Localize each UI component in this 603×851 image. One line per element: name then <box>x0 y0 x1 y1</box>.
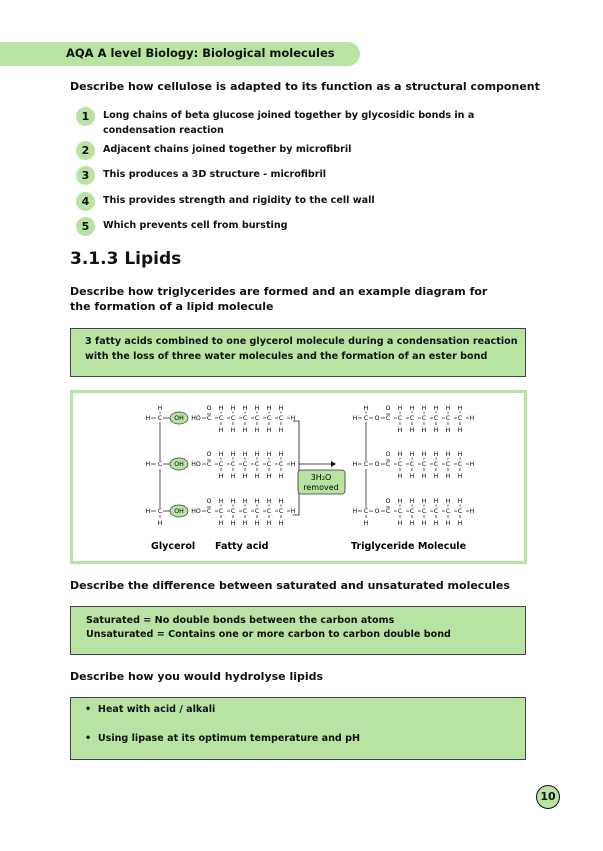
atom-symbol: C <box>397 508 403 515</box>
hydroxyl-label: HO <box>191 415 201 422</box>
atom-symbol: C <box>266 461 272 468</box>
hydroxyl-label: OH <box>174 461 184 468</box>
atom-symbol: H <box>278 427 284 434</box>
atom-symbol: O <box>374 508 380 515</box>
label-glycerol: Glycerol <box>151 541 196 552</box>
atom-symbol: H <box>433 473 439 480</box>
atom-symbol: C <box>397 415 403 422</box>
atom-symbol: H <box>445 427 451 434</box>
hydrolyse-item-text: Heat with acid / alkali <box>97 704 216 715</box>
atom-symbol: H <box>421 405 427 412</box>
atom-symbol: O <box>206 405 212 412</box>
atom-symbol: H <box>145 461 151 468</box>
cellulose-question: Describe how cellulose is adapted to its function as a structural component <box>70 80 540 93</box>
atom-symbol: O <box>385 498 391 505</box>
atom-symbol: C <box>218 415 224 422</box>
atom-symbol: C <box>230 508 236 515</box>
atom-symbol: H <box>421 520 427 527</box>
step-text: This provides strength and rigidity to the cell wall <box>103 195 375 206</box>
step-number: 3 <box>76 166 95 185</box>
step-number: 2 <box>76 141 95 160</box>
atom-symbol: C <box>230 415 236 422</box>
atom-symbol: H <box>457 498 463 505</box>
atom-symbol: H <box>352 415 358 422</box>
atom-symbol: C <box>445 415 451 422</box>
saturated-answer: Saturated = No double bonds between the carbon atoms <box>86 615 395 626</box>
atom-symbol: H <box>145 508 151 515</box>
atom-symbol: C <box>363 415 369 422</box>
atom-symbol: C <box>157 461 163 468</box>
atom-symbol: H <box>145 415 151 422</box>
atom-symbol: C <box>421 415 427 422</box>
atom-symbol: H <box>421 473 427 480</box>
atom-symbol: C <box>278 461 284 468</box>
step-number: 4 <box>76 192 95 211</box>
hydrolyse-item-1: • Heat with acid / alkali <box>85 704 216 715</box>
atom-symbol: H <box>433 451 439 458</box>
atom-symbol: C <box>385 461 391 468</box>
atom-symbol: C <box>409 508 415 515</box>
atom-symbol: H <box>218 498 224 505</box>
atom-symbol: H <box>397 405 403 412</box>
atom-symbol: C <box>266 415 272 422</box>
atom-symbol: O <box>206 451 212 458</box>
atom-symbol: C <box>363 508 369 515</box>
atom-symbol: C <box>409 461 415 468</box>
atom-symbol: H <box>290 508 296 515</box>
atom-symbol: C <box>157 415 163 422</box>
atom-symbol: H <box>457 405 463 412</box>
atom-symbol: C <box>278 415 284 422</box>
atom-symbol: H <box>218 427 224 434</box>
page-number: 10 <box>536 785 560 809</box>
hydroxyl-label: HO <box>191 508 201 515</box>
atom-symbol: H <box>469 508 475 515</box>
atom-symbol: H <box>266 520 272 527</box>
atom-symbol: C <box>457 508 463 515</box>
label-triglyceride: Triglyceride Molecule <box>351 541 467 552</box>
atom-symbol: C <box>421 508 427 515</box>
atom-symbol: H <box>457 520 463 527</box>
atom-symbol: C <box>242 461 248 468</box>
unsaturated-answer: Unsaturated = Contains one or more carbon to carbon double bond <box>86 629 451 640</box>
atom-symbol: H <box>433 520 439 527</box>
hydroxyl-label: OH <box>174 508 184 515</box>
atom-symbol: C <box>385 415 391 422</box>
triglyceride-diagram <box>70 390 527 564</box>
atom-symbol: H <box>363 520 369 527</box>
atom-symbol: C <box>433 415 439 422</box>
section-heading: 3.1.3 Lipids <box>70 249 182 269</box>
atom-symbol: H <box>409 405 415 412</box>
atom-symbol: C <box>254 508 260 515</box>
atom-symbol: H <box>266 451 272 458</box>
atom-symbol: H <box>157 405 163 412</box>
atom-symbol: C <box>457 461 463 468</box>
atom-symbol: H <box>433 427 439 434</box>
hydroxyl-label: OH <box>174 415 184 422</box>
saturated-answer-box <box>70 606 526 655</box>
atom-symbol: H <box>397 427 403 434</box>
atom-symbol: C <box>242 415 248 422</box>
atom-symbol: C <box>278 508 284 515</box>
atom-symbol: H <box>278 473 284 480</box>
atom-symbol: H <box>254 473 260 480</box>
step-text: Adjacent chains joined together by microfibril <box>103 144 352 155</box>
atom-symbol: C <box>363 461 369 468</box>
atom-symbol: H <box>352 508 358 515</box>
atom-symbol: C <box>254 461 260 468</box>
atom-symbol: C <box>254 415 260 422</box>
hydrolyse-item-text: Using lipase at its optimum temperature and pH <box>97 733 361 744</box>
atom-symbol: H <box>242 427 248 434</box>
atom-symbol: C <box>218 508 224 515</box>
atom-symbol: H <box>266 405 272 412</box>
water-label-line1: 3H₂O <box>310 473 332 482</box>
atom-symbol: H <box>230 451 236 458</box>
atom-symbol: O <box>374 461 380 468</box>
atom-symbol: O <box>374 415 380 422</box>
atom-symbol: H <box>278 520 284 527</box>
atom-symbol: H <box>409 520 415 527</box>
atom-symbol: C <box>433 461 439 468</box>
atom-symbol: H <box>409 451 415 458</box>
atom-symbol: C <box>433 508 439 515</box>
atom-symbol: C <box>206 415 212 422</box>
atom-symbol: H <box>254 498 260 505</box>
atom-symbol: H <box>469 461 475 468</box>
atom-symbol: H <box>230 405 236 412</box>
atom-symbol: H <box>242 451 248 458</box>
atom-symbol: H <box>363 405 369 412</box>
atom-symbol: H <box>409 427 415 434</box>
atom-symbol: H <box>409 473 415 480</box>
atom-symbol: H <box>278 451 284 458</box>
atom-symbol: C <box>206 461 212 468</box>
atom-symbol: C <box>385 508 391 515</box>
atom-symbol: C <box>206 508 212 515</box>
atom-symbol: H <box>230 520 236 527</box>
atom-symbol: H <box>242 498 248 505</box>
atom-symbol: H <box>242 405 248 412</box>
hydrolyse-question: Describe how you would hydrolyse lipids <box>70 670 324 683</box>
header-banner <box>0 42 360 66</box>
atom-symbol: H <box>445 405 451 412</box>
atom-symbol: C <box>445 461 451 468</box>
atom-symbol: C <box>409 415 415 422</box>
atom-symbol: H <box>254 451 260 458</box>
atom-symbol: H <box>218 473 224 480</box>
hydrolyse-item-2: • Using lipase at its optimum temperature and pH <box>85 733 361 744</box>
hydrolyse-answer-box <box>70 697 526 760</box>
atom-symbol: H <box>421 498 427 505</box>
atom-symbol: C <box>266 508 272 515</box>
atom-symbol: H <box>397 451 403 458</box>
atom-symbol: H <box>433 405 439 412</box>
atom-symbol: H <box>445 520 451 527</box>
atom-symbol: O <box>206 498 212 505</box>
atom-symbol: C <box>457 415 463 422</box>
triglyceride-question: Describe how triglycerides are formed and an example diagram for the formation of a lipid molecule <box>70 285 488 313</box>
atom-symbol: H <box>421 427 427 434</box>
atom-symbol: H <box>445 473 451 480</box>
atom-symbol: H <box>266 473 272 480</box>
atom-symbol: H <box>242 520 248 527</box>
atom-symbol: H <box>254 520 260 527</box>
atom-symbol: H <box>433 498 439 505</box>
atom-symbol: C <box>218 461 224 468</box>
atom-symbol: C <box>397 461 403 468</box>
atom-symbol: H <box>218 405 224 412</box>
step-text: Which prevents cell from bursting <box>103 220 288 231</box>
label-fatty-acid: Fatty acid <box>215 541 269 552</box>
atom-symbol: H <box>445 498 451 505</box>
triglyceride-answer-box <box>70 328 526 377</box>
atom-symbol: H <box>230 473 236 480</box>
atom-symbol: H <box>457 473 463 480</box>
water-label-line2: removed <box>303 483 339 492</box>
triglyceride-answer: 3 fatty acids combined to one glycerol molecule during a condensation reaction with the loss of three water molecules and the formation of an ester bond <box>85 336 518 362</box>
atom-symbol: H <box>421 451 427 458</box>
atom-symbol: H <box>278 405 284 412</box>
atom-symbol: C <box>157 508 163 515</box>
atom-symbol: H <box>254 427 260 434</box>
hydroxyl-label: HO <box>191 461 201 468</box>
atom-symbol: H <box>218 451 224 458</box>
atom-symbol: H <box>409 498 415 505</box>
atom-symbol: H <box>266 498 272 505</box>
atom-symbol: H <box>230 427 236 434</box>
header-title: AQA A level Biology: Biological molecules <box>66 46 335 60</box>
atom-symbol: H <box>278 498 284 505</box>
step-text: This produces a 3D structure - microfibril <box>103 169 327 180</box>
atom-symbol: H <box>242 473 248 480</box>
atom-symbol: C <box>230 461 236 468</box>
step-number: 5 <box>76 217 95 236</box>
atom-symbol: H <box>290 415 296 422</box>
atom-symbol: O <box>385 405 391 412</box>
atom-symbol: H <box>157 520 163 527</box>
atom-symbol: H <box>457 451 463 458</box>
atom-symbol: H <box>218 520 224 527</box>
atom-symbol: H <box>266 427 272 434</box>
atom-symbol: C <box>421 461 427 468</box>
atom-symbol: H <box>397 473 403 480</box>
atom-symbol: C <box>242 508 248 515</box>
atom-symbol: H <box>254 405 260 412</box>
atom-symbol: H <box>469 415 475 422</box>
atom-symbol: H <box>445 451 451 458</box>
atom-symbol: O <box>385 451 391 458</box>
atom-symbol: H <box>230 498 236 505</box>
step-text: Long chains of beta glucose joined together by glycosidic bonds in a condensation reaction <box>103 110 475 136</box>
atom-symbol: C <box>445 508 451 515</box>
step-number: 1 <box>76 107 95 126</box>
atom-symbol: H <box>397 520 403 527</box>
atom-symbol: H <box>457 427 463 434</box>
atom-symbol: H <box>290 461 296 468</box>
atom-symbol: H <box>352 461 358 468</box>
saturated-question: Describe the difference between saturated and unsaturated molecules <box>70 579 510 592</box>
atom-symbol: H <box>397 498 403 505</box>
